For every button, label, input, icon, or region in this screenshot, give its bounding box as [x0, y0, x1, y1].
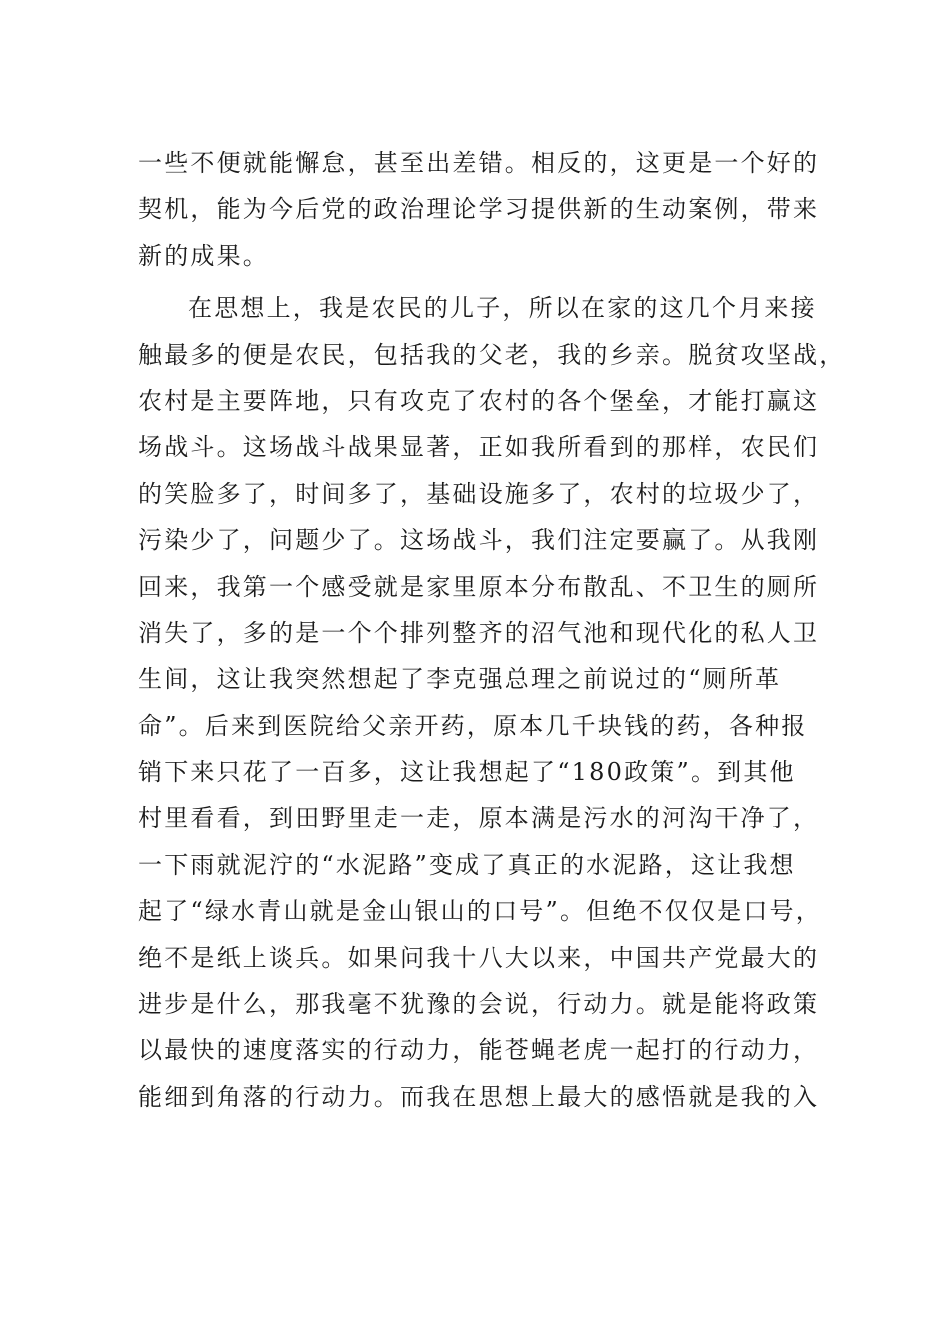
- text-line: 销下来只花了一百多，这让我想起了“180政策”。到其他: [138, 758, 796, 787]
- text-line: 新的成果。: [138, 241, 269, 270]
- text-line: 消失了，多的是一个个排列整齐的沼气池和现代化的私人卫: [138, 618, 820, 647]
- text-line: 一些不便就能懈怠，甚至出差错。相反的，这更是一个好的: [138, 149, 820, 177]
- text-line: 农村是主要阵地，只有攻克了农村的各个堡垒，才能打赢这: [138, 386, 820, 415]
- text-line: 的笑脸多了，时间多了，基础设施多了，农村的垃圾少了，: [138, 479, 820, 508]
- text-line: 生间，这让我突然想起了李克强总理之前说过的“厕所革: [138, 665, 782, 694]
- paragraph-start-line: 在思想上，我是农民的儿子，所以在家的这几个月来接: [188, 294, 817, 323]
- text-line: 回来，我第一个感受就是家里原本分布散乱、不卫生的厕所: [138, 572, 820, 601]
- body-text: [138, 140, 846, 1120]
- text-line: 起了“绿水青山就是金山银山的口号”。但绝不仅仅是口号，: [138, 897, 822, 926]
- text-line: 命”。后来到医院给父亲开药，原本几千块钱的药，各种报: [138, 711, 808, 740]
- text-line: 契机，能为今后党的政治理论学习提供新的生动案例，带来: [138, 195, 820, 224]
- text-line: 进步是什么，那我毫不犹豫的会说，行动力。就是能将政策: [138, 990, 820, 1019]
- text-line: 能细到角落的行动力。而我在思想上最大的感悟就是我的入: [138, 1082, 820, 1111]
- text-line: 一下雨就泥泞的“水泥路”变成了真正的水泥路，这让我想: [138, 850, 796, 879]
- text-line: 绝不是纸上谈兵。如果问我十八大以来，中国共产党最大的: [138, 943, 820, 972]
- text-line: 以最快的速度落实的行动力，能苍蝇老虎一起打的行动力，: [138, 1036, 820, 1065]
- text-line: 污染少了，问题少了。这场战斗，我们注定要赢了。从我刚: [138, 526, 820, 555]
- text-line: 触最多的便是农民，包括我的父老，我的乡亲。脱贫攻坚战，: [138, 340, 846, 369]
- text-line: 场战斗。这场战斗战果显著，正如我所看到的那样，农民们: [138, 433, 820, 462]
- text-line: 村里看看，到田野里走一走，原本满是污水的河沟干净了，: [138, 804, 820, 833]
